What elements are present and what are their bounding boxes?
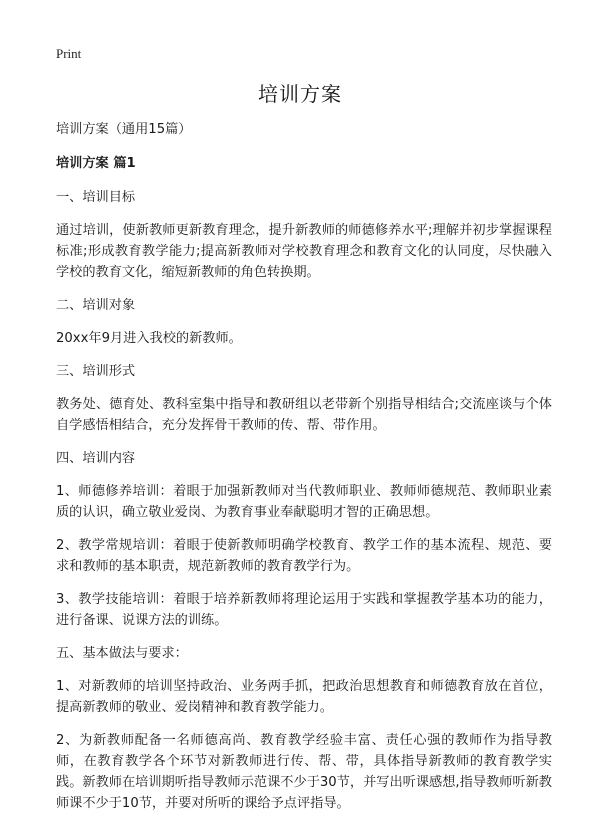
subheading: 四、培训内容 [56, 451, 136, 466]
paragraph: 1、对新教师的培训坚持政治、业务两手抓，把政治思想教育和师德教育放在首位，提高新教师的敬业、爱岗精神和教育教学能力。 [56, 679, 552, 715]
document-title: 培训方案 [258, 82, 342, 106]
subheading: 一、培训目标 [56, 190, 136, 205]
subheading: 五、基本做法与要求： [56, 646, 188, 661]
section-content [56, 187, 552, 814]
paragraph: 通过培训，使新教师更新教育理念，提升新教师的师德修养水平;理解并初步掌握课程标准;形成教育教学能力;提高新教师对学校教育理念和教育文化的认同度，尽快融入学校的教育文化，缩短新教师的角色转换期。 [56, 223, 552, 280]
subheading: 三、培训形式 [56, 364, 136, 379]
print-link[interactable]: Print [56, 46, 82, 61]
subheading: 二、培训对象 [56, 298, 136, 313]
paragraph: 20xx年9月进入我校的新教师。 [56, 331, 242, 346]
document-subtitle: 培训方案（通用15篇） [56, 122, 192, 137]
section-heading: 培训方案 篇1 [56, 156, 136, 171]
paragraph: 2、教学常规培训：着眼于使新教师明确学校教育、教学工作的基本流程、规范、要求和教师的基本职责，规范新教师的教育教学行为。 [56, 538, 552, 574]
paragraph: 2、为新教师配备一名师德高尚、教育教学经验丰富、责任心强的教师作为指导教师，在教育教学各个环节对新教师进行传、帮、带，具体指导新教师的教育教学实践。新教师在培训期听指导教师示范课不少于30节，并写出听课感想,指导教师听新教师课不少于10节，并要对所听的课给予点评指导。 [56, 733, 552, 811]
paragraph: 教务处、德育处、教科室集中指导和教研组以老带新个别指导相结合;交流座谈与个体自学感悟相结合，充分发挥骨干教师的传、帮、带作用。 [56, 397, 552, 433]
document-body [56, 119, 552, 826]
paragraph: 1、师德修养培训：着眼于加强新教师对当代教师职业、教师师德规范、教师职业素质的认识，确立敬业爱岗、为教育事业奉献聪明才智的正确思想。 [56, 484, 552, 520]
paragraph: 3、教学技能培训：着眼于培养新教师将理论运用于实践和掌握教学基本功的能力，进行备课、说课方法的训练。 [56, 592, 552, 628]
